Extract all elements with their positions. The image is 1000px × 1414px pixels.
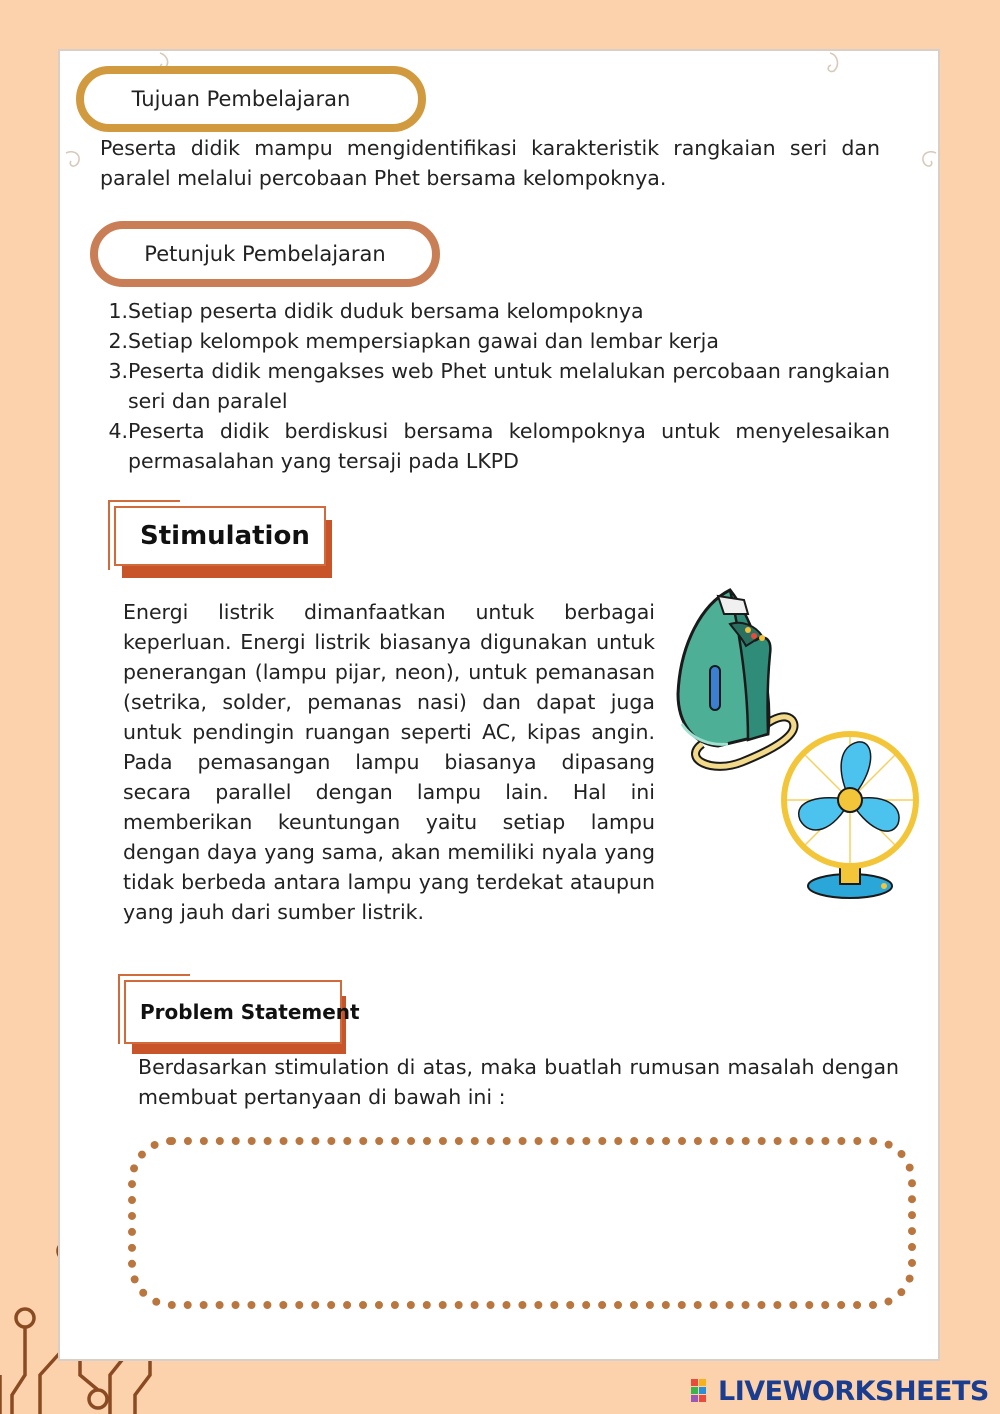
problem-heading: Problem Statement — [124, 980, 342, 1044]
petunjuk-heading-pill — [90, 221, 440, 287]
fan-illustration — [780, 728, 920, 903]
tujuan-heading: Tujuan Pembelajaran — [131, 87, 351, 111]
stimulation-heading: Stimulation — [114, 506, 326, 566]
petunjuk-list — [100, 296, 890, 476]
tujuan-text: Peserta didik mampu mengidentifikasi karakteristik rangkaian seri dan paralel melalui percobaan Phet bersama kelompoknya. — [100, 136, 880, 190]
list-item: 1. Setiap peserta didik duduk bersama kelompoknya — [108, 299, 644, 323]
stimulation-header — [108, 500, 338, 580]
swirl-ornament-right — [912, 147, 942, 175]
petunjuk-heading: Petunjuk Pembelajaran — [144, 242, 386, 266]
liveworksheets-logo-icon — [690, 1378, 716, 1404]
swirl-ornament-left — [62, 147, 92, 175]
liveworksheets-logo — [690, 1374, 989, 1408]
stimulation-text: Energi listrik dimanfaatkan untuk berbagai keperluan. Energi listrik biasanya digunakan untuk penerangan (lampu pijar, neon), untuk pemanasan (setrika, solder, pemanas nasi) dan dapat juga untuk pendingin ruangan seperti AC, kipas angin. Pada pemasangan lampu biasanya dipasang secara parallel dengan lampu lain. Hal ini memberikan keuntungan yaitu setiap lampu dengan daya yang sama, akan memiliki nyala yang tidak berbeda antara lampu yang terdekat ataupun yang jauh dari sumber listrik. — [123, 600, 655, 924]
list-item: 3. Peserta didik mengakses web Phet untuk melalukan percobaan rangkaian seri dan paralel — [108, 359, 890, 413]
tujuan-heading-pill — [76, 66, 426, 132]
list-item: 4. Peserta didik berdiskusi bersama kelompoknya untuk menyelesaikan permasalahan yang tersaji pada LKPD — [108, 419, 890, 473]
problem-text: Berdasarkan stimulation di atas, maka buatlah rumusan masalah dengan membuat pertanyaan di bawah ini : — [138, 1055, 899, 1109]
swirl-ornament-top-right — [822, 51, 852, 79]
answer-box[interactable] — [128, 1137, 916, 1309]
problem-header — [118, 974, 358, 1058]
liveworksheets-brand: LIVEWORKSHEETS — [718, 1375, 989, 1407]
list-item: 2. Setiap kelompok mempersiapkan gawai dan lembar kerja — [108, 329, 719, 353]
